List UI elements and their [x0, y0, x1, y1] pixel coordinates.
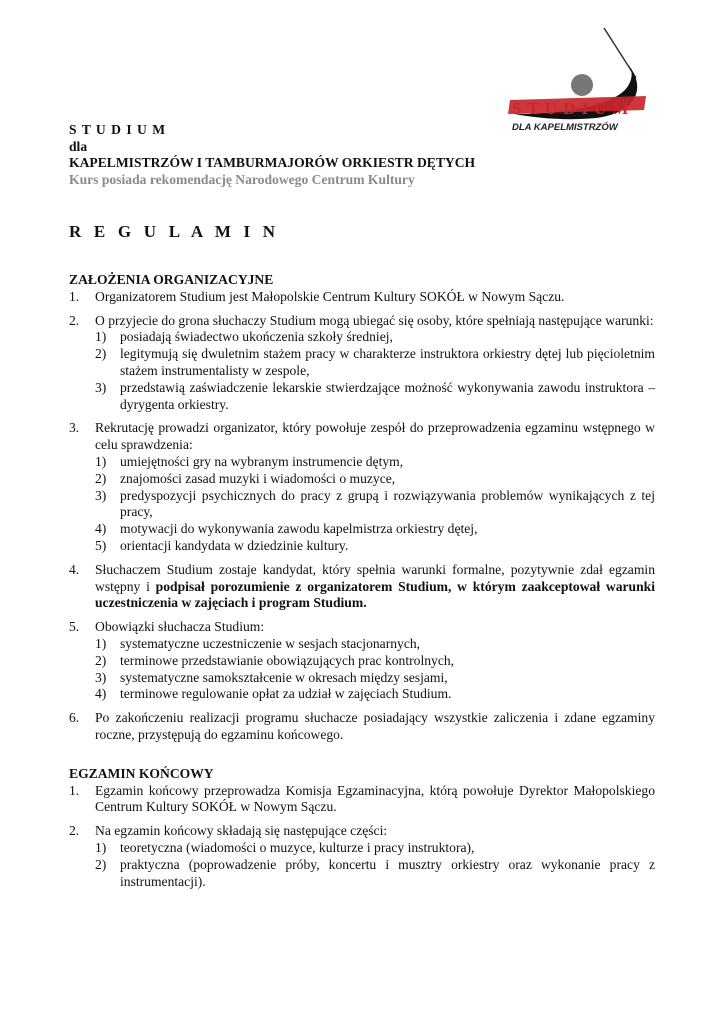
item-body	[95, 823, 655, 890]
regulations-content	[69, 272, 655, 890]
item-body	[95, 420, 655, 554]
item-number: 2.	[69, 312, 80, 328]
sub-item-text: legitymują się dwuletnim stażem pracy w charakterze instruktora orkiestry dętej lub pięcioletnim stażem instrumentalisty w zespole,	[120, 346, 655, 378]
list-item	[69, 710, 655, 744]
item-text: Po zakończeniu realizacji programu słuchacze posiadający wszystkie zaliczenia i zdane egzaminy roczne, przystępują do egzaminu końcowego.	[95, 710, 655, 742]
list-item	[69, 313, 655, 414]
svg-text:STUDIUM: STUDIUM	[512, 99, 635, 118]
sub-item-number: 2)	[95, 346, 107, 362]
sub-list-item	[95, 653, 655, 670]
sub-item-text: posiadają świadectwo ukończenia szkoły średniej,	[120, 329, 393, 345]
item-number: 3.	[69, 420, 80, 436]
sub-item-number: 2)	[95, 470, 107, 486]
sub-list-item	[95, 538, 655, 555]
sub-item-text: praktyczna (poprowadzenie próby, koncertu i musztry orkiestry oraz wykonanie pracy z instrumentacji).	[120, 856, 655, 889]
section-heading: EGZAMIN KOŃCOWY	[69, 765, 214, 781]
sub-item-number: 2)	[95, 652, 107, 668]
item-body	[95, 289, 655, 306]
sub-list-item	[95, 380, 655, 414]
sub-item-number: 3)	[95, 487, 107, 503]
item-text: Na egzamin końcowy składają się następujące części:	[95, 823, 388, 839]
sub-list-item	[95, 521, 655, 538]
list-item	[69, 823, 655, 890]
sub-item-text: umiejętności gry na wybranym instrumencie dętym,	[120, 453, 404, 469]
section-heading: ZAŁOŻENIA ORGANIZACYJNE	[69, 272, 274, 287]
sub-item-text: teoretyczna (wiadomości o muzyce, kulturze i pracy instruktora),	[120, 839, 475, 855]
sub-item-number: 4)	[95, 686, 107, 702]
studium-logo	[496, 26, 666, 138]
item-text: Obowiązki słuchacza Studium:	[95, 619, 265, 635]
sub-item-text: systematyczne uczestniczenie w sesjach stacjonarnych,	[120, 635, 421, 651]
item-body	[95, 313, 655, 414]
item-text: Organizatorem Studium jest Małopolskie Centrum Kultury SOKÓŁ w Nowym Sączu.	[95, 288, 565, 304]
list-item	[69, 562, 655, 612]
sub-list-item	[95, 346, 655, 380]
sub-item-text: systematyczne samokształcenie w okresach między sesjami,	[120, 669, 448, 685]
sub-list-item	[95, 636, 655, 653]
sub-item-number: 1)	[95, 839, 107, 855]
item-number: 4.	[69, 561, 80, 577]
sub-list-item	[95, 471, 655, 488]
item-body	[95, 710, 655, 744]
sub-list-item	[95, 454, 655, 471]
sub-item-text: przedstawią zaświadczenie lekarskie stwierdzające możność wykonywania zawodu instruktora – dyrygenta orkiestry.	[120, 379, 655, 412]
item-text: Rekrutację prowadzi organizator, który powołuje zespół do przeprowadzenia egzaminu wstępnego w celu sprawdzenia:	[95, 420, 655, 453]
sub-list-item	[95, 857, 655, 891]
item-number: 2.	[69, 823, 80, 839]
page-title: R E G U L A M I N	[69, 222, 280, 241]
sub-item-text: predyspozycji psychicznych do pracy z grupą i rozwiązywania problemów wynikających z tej pracy,	[120, 487, 655, 520]
sub-list-item	[95, 686, 655, 703]
item-text: Egzamin końcowy przeprowadza Komisja Egzaminacyjna, którą powołuje Dyrektor Małopolskiego Centrum Kultury SOKÓŁ w Nowym Sączu.	[95, 782, 655, 815]
studium-logo-icon	[496, 26, 666, 138]
svg-text:DLA KAPELMISTRZÓW: DLA KAPELMISTRZÓW	[512, 122, 618, 133]
item-number: 6.	[69, 710, 80, 726]
item-bold-text: podpisał porozumienie z organizatorem Studium, w którym zaakceptował warunki uczestniczenia w zajęciach i program Studium.	[95, 578, 655, 611]
item-text: O przyjecie do grona słuchaczy Studium mogą ubiegać się osoby, które spełniają następujące warunki:	[95, 312, 654, 328]
sub-item-text: znajomości zasad muzyki i wiadomości o muzyce,	[120, 470, 396, 486]
sub-list-item	[95, 329, 655, 346]
sub-list-item	[95, 488, 655, 522]
sub-item-number: 2)	[95, 856, 107, 872]
sub-item-number: 3)	[95, 669, 107, 685]
header-studium: S T U D I U M	[69, 122, 167, 137]
sub-list-item	[95, 670, 655, 687]
item-text: Słuchaczem Studium zostaje kandydat, który spełnia warunki formalne, pozytywnie zdał egzamin wstępny i	[95, 561, 655, 594]
sub-item-text: terminowe przedstawianie obowiązujących prac kontrolnych,	[120, 652, 455, 668]
list-item	[69, 420, 655, 554]
header-recommendation: Kurs posiada rekomendację Narodowego Centrum Kultury	[69, 171, 415, 187]
item-body	[95, 783, 655, 817]
item-body	[95, 562, 655, 612]
list-item	[69, 289, 655, 306]
sub-item-number: 1)	[95, 635, 107, 651]
sub-item-text: orientacji kandydata w dziedzinie kultury.	[120, 537, 349, 553]
sub-item-number: 3)	[95, 379, 107, 395]
sub-item-number: 5)	[95, 537, 107, 553]
list-item	[69, 619, 655, 703]
list-item	[69, 783, 655, 817]
item-body	[95, 619, 655, 703]
sub-list-item	[95, 840, 655, 857]
item-number: 5.	[69, 619, 80, 635]
header-dla: dla	[69, 138, 88, 154]
sub-item-number: 4)	[95, 521, 107, 537]
sub-item-text: motywacji do wykonywania zawodu kapelmistrza orkiestry dętej,	[120, 521, 478, 537]
sub-item-text: terminowe regulowanie opłat za udział w zajęciach Studium.	[120, 686, 452, 702]
item-number: 1.	[69, 782, 80, 798]
item-number: 1.	[69, 288, 80, 304]
document-header	[69, 122, 489, 188]
sub-item-number: 1)	[95, 329, 107, 345]
sub-item-number: 1)	[95, 453, 107, 469]
header-course-name: KAPELMISTRZÓW I TAMBURMAJORÓW ORKIESTR DĘTYCH	[69, 155, 476, 170]
